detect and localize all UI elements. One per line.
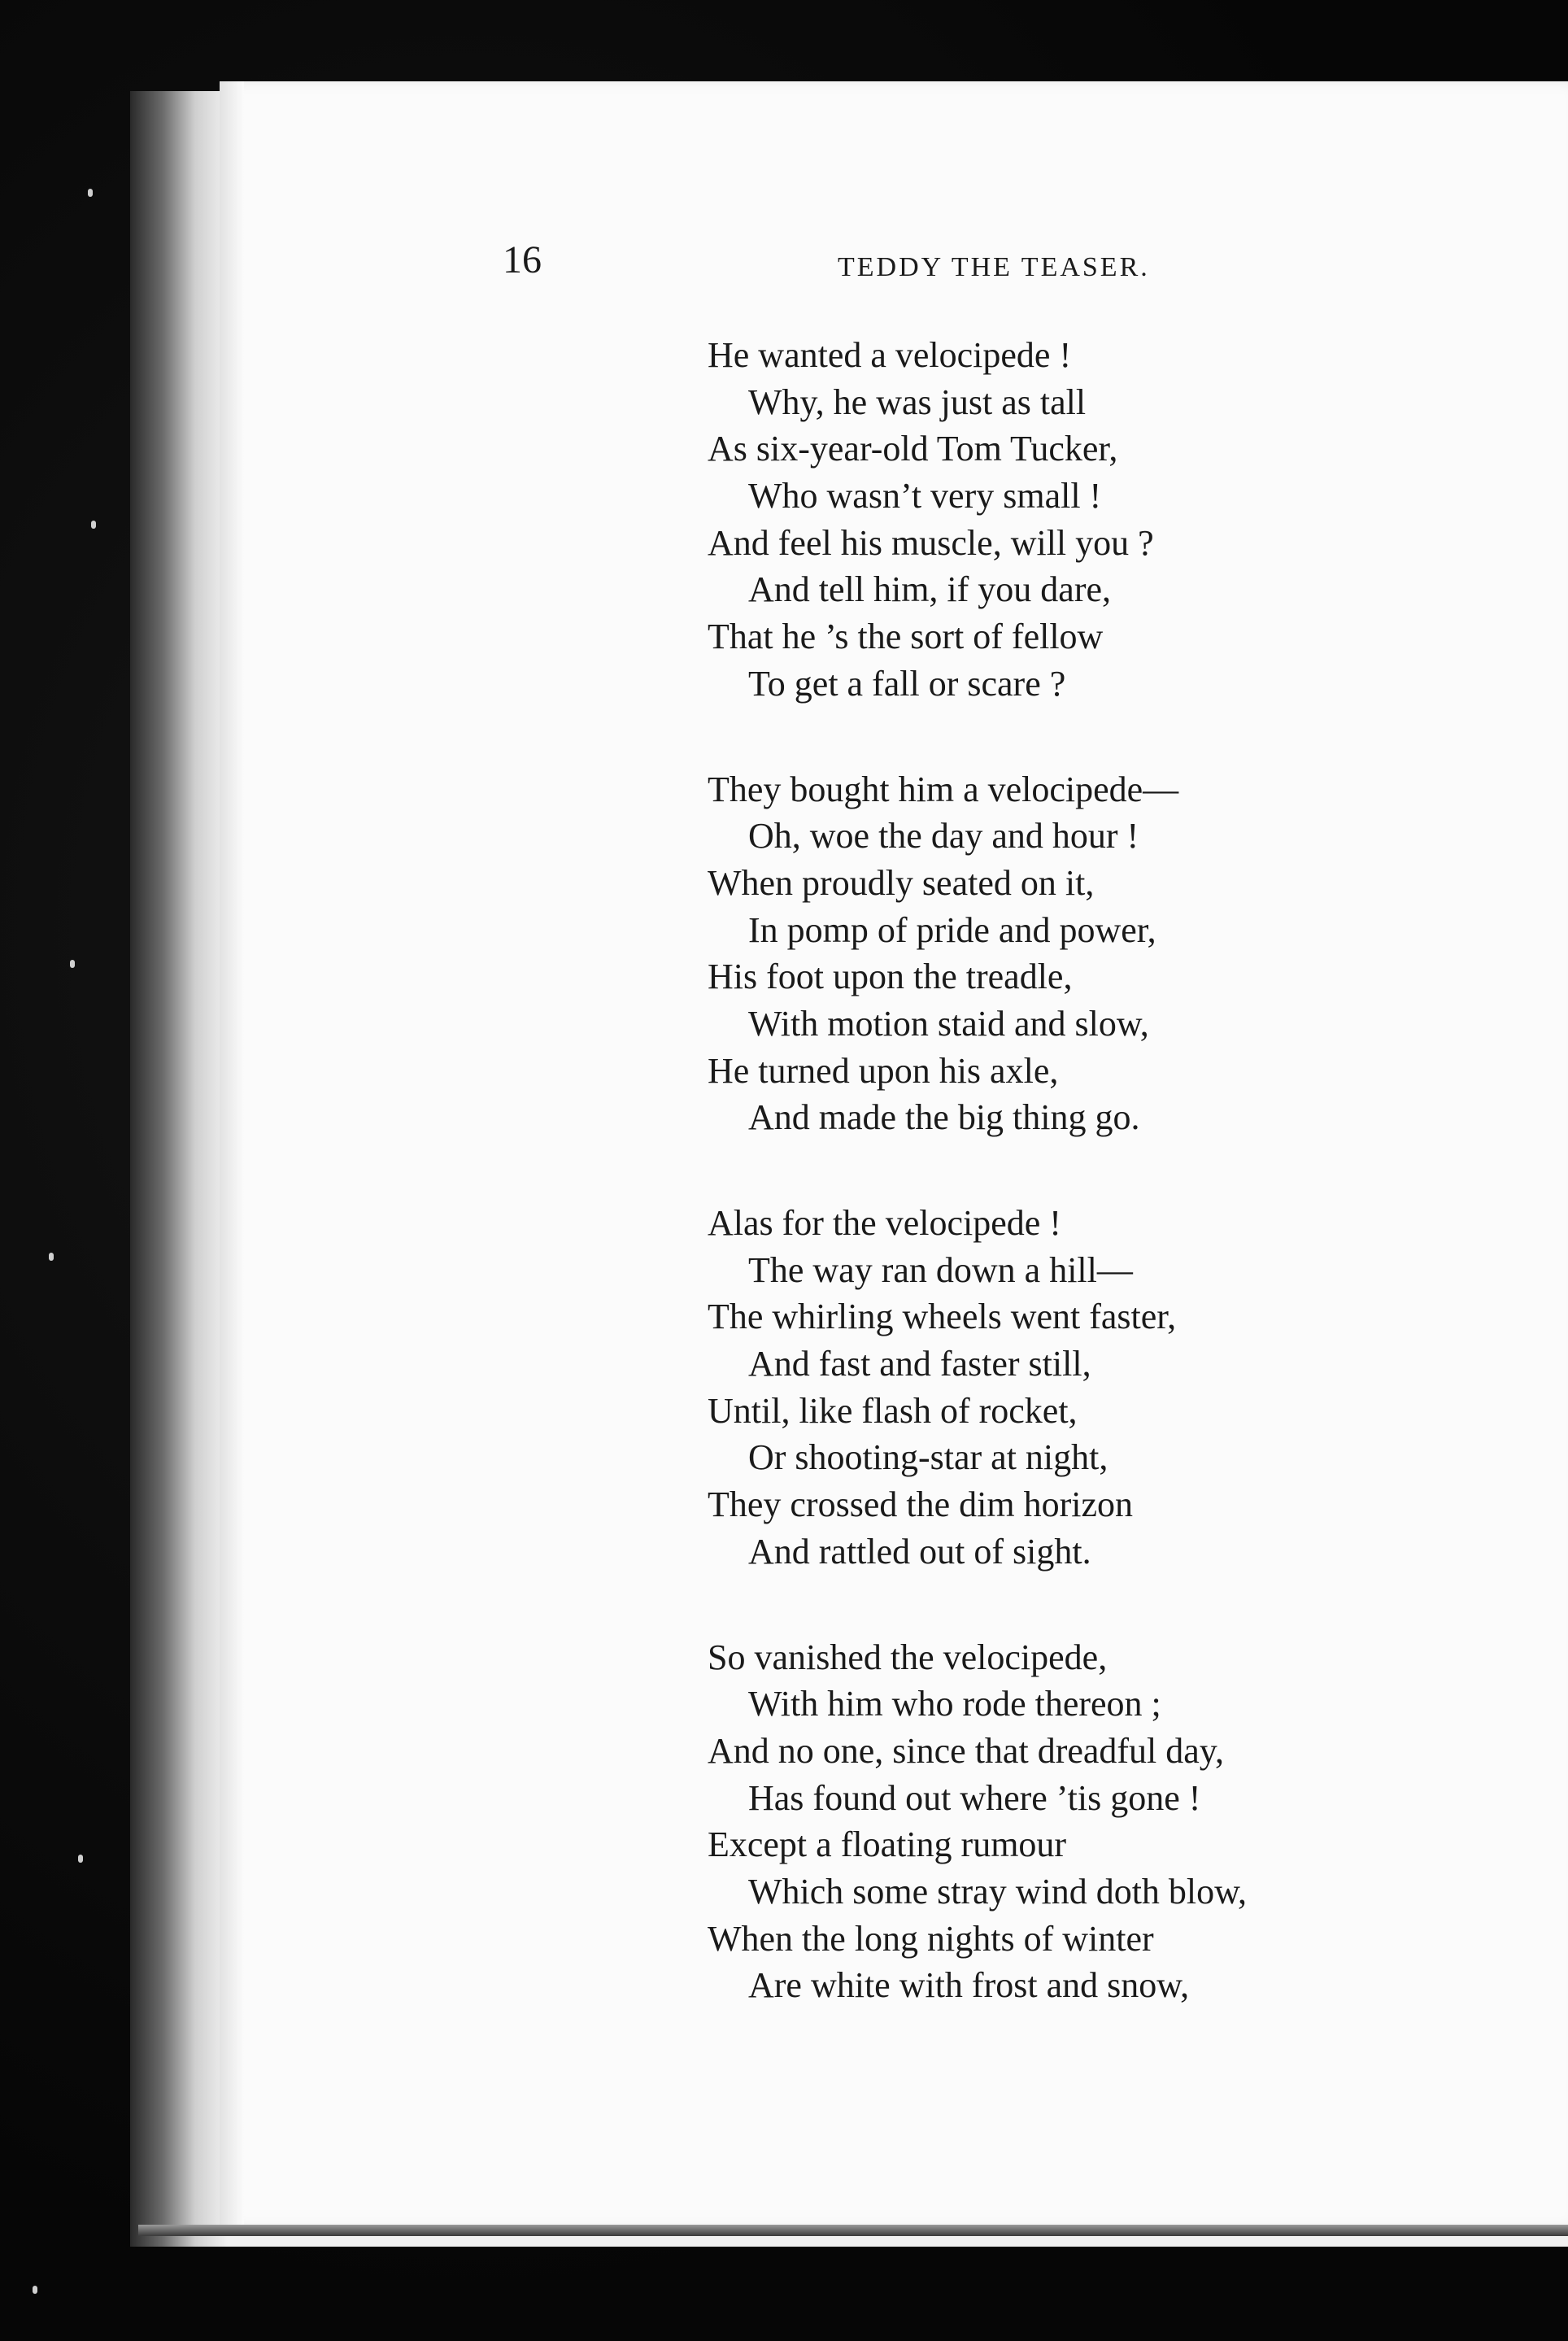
stanza-1 (708, 332, 1440, 708)
dust-speck (78, 1855, 83, 1863)
poem-line: So vanished the velocipede, (708, 1637, 1108, 1677)
page-bottom-edge (138, 2225, 1568, 2236)
poem-line: Except a floating rumour (708, 1824, 1067, 1865)
poem-line: Which some stray wind doth blow, (748, 1871, 1248, 1912)
poem-line: The way ran down a hill— (748, 1249, 1133, 1290)
poem-line: And made the big thing go. (748, 1097, 1140, 1138)
page-number: 16 (503, 238, 542, 281)
poem-line: His foot upon the treadle, (708, 957, 1073, 997)
poem-line: Why, he was just as tall (748, 381, 1087, 422)
poem-line: He turned upon his axle, (708, 1050, 1059, 1091)
poem-line: Are white with frost and snow, (748, 1965, 1190, 2006)
poem-line: Alas for the velocipede ! (708, 1203, 1061, 1243)
poem-line: He wanted a velocipede ! (708, 335, 1072, 375)
poem-line: The whirling wheels went faster, (708, 1297, 1177, 1337)
dust-speck (88, 189, 93, 197)
running-head: TEDDY THE TEASER. (838, 252, 1150, 282)
poem-line: As six-year-old Tom Tucker, (708, 429, 1118, 469)
poem-line: Until, like flash of rocket, (708, 1390, 1078, 1431)
poem-line: They crossed the dim horizon (708, 1484, 1133, 1525)
poem-line: Has found out where ’tis gone ! (748, 1777, 1201, 1818)
stanza-4 (708, 1634, 1440, 2010)
poem-line: And feel his muscle, will you ? (708, 522, 1154, 563)
poem-line: With motion staid and slow, (748, 1003, 1149, 1044)
page-inner-edge (220, 81, 244, 2229)
poem-line: When proudly seated on it, (708, 862, 1095, 903)
poem-line: And rattled out of sight. (748, 1531, 1091, 1572)
poem-line: Oh, woe the day and hour ! (748, 816, 1139, 857)
dust-speck (70, 960, 75, 968)
poem (708, 332, 1440, 2068)
poem-line: They bought him a velocipede— (708, 769, 1179, 809)
stanza-3 (708, 1200, 1440, 1576)
poem-line: To get a fall or scare ? (748, 663, 1066, 704)
stanza-2 (708, 766, 1440, 1142)
poem-line: Who wasn’t very small ! (748, 476, 1102, 517)
poem-line: That he ’s the sort of fellow (708, 617, 1104, 657)
poem-line: And fast and faster still, (748, 1344, 1091, 1384)
dust-speck (49, 1253, 54, 1261)
poem-line: And tell him, if you dare, (748, 569, 1112, 610)
dust-speck (33, 2286, 37, 2294)
poem-line: And no one, since that dreadful day, (708, 1730, 1224, 1771)
poem-line: When the long nights of winter (708, 1918, 1154, 1959)
dust-speck (91, 521, 96, 529)
poem-line: In pomp of pride and power, (748, 909, 1156, 950)
poem-line: Or shooting-star at night, (748, 1437, 1108, 1478)
poem-line: With him who rode thereon ; (748, 1684, 1161, 1724)
